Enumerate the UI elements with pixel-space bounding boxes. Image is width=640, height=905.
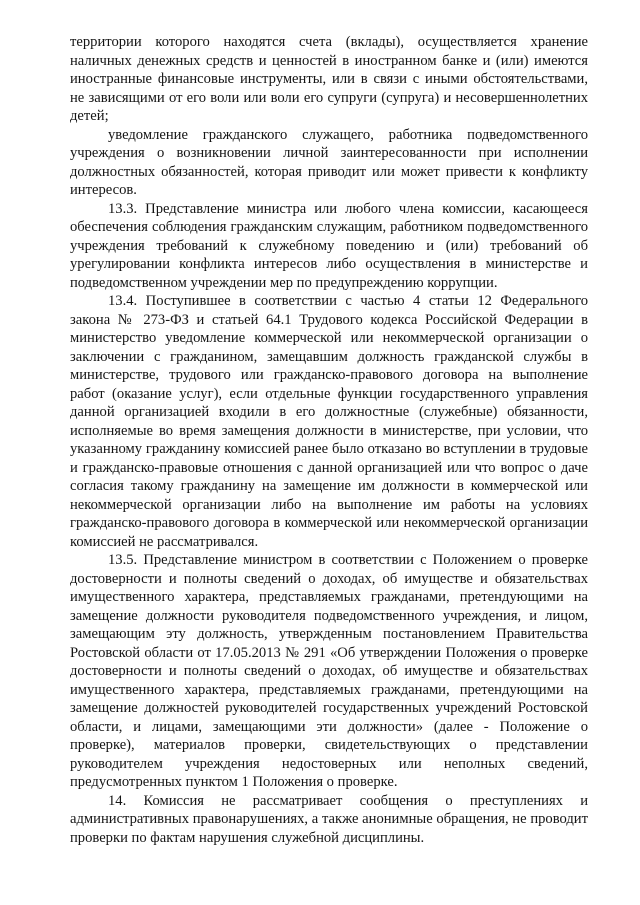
paragraph-13-4: 13.4. Поступившее в соответствии с частью 4 статьи 12 Федерального закона № 273-ФЗ и статьей 64.1 Трудового кодекса Российской Федерации в министерство уведомление коммерческой или некоммерческой организации о заключении с гражданином, замещавшим должность гражданской службы в министерстве, трудового или гражданско-правового договора на выполнение работ (оказание услуг), если отдельные функции государственного управления данной организацией входили в его должностные (служебные) обязанности, исполняемые во время замещения должности в министерстве, при условии, что указанному гражданину комиссией ранее было отказано во вступлении в трудовые и гражданско-правовые отношения с данной организацией или что вопрос о даче согласия такому гражданину на замещение им должности в коммерческой или некоммерческой организации либо на выполнение им работы на условиях гражданско-правового договора в коммерческой или некоммерческой организации комиссией не рассматривался. <box>70 293 588 550</box>
paragraph-13-3: 13.3. Представление министра или любого члена комиссии, касающееся обеспечения соблюдения гражданским служащим, работником подведомственного учреждения требований к служебному поведению и (или) требований об урегулировании конфликта интересов либо осуществления в министерстве и подведомственном учреждении мер по предупреждению коррупции. <box>70 200 588 291</box>
paragraph-conflict-notification: уведомление гражданского служащего, работника подведомственного учреждения о возникновении личной заинтересованности при исполнении должностных обязанностей, которая приводит или может привести к конфликту интересов. <box>70 126 588 198</box>
paragraph-foreign-accounts: территории которого находятся счета (вклады), осуществляется хранение наличных денежных средств и ценностей в иностранном банке и (или) имеются иностранные финансовые инструменты, или в связи с иными обстоятельствами, не зависящими от его воли или воли его супруги (супруга) и несовершеннолетних детей; <box>70 34 588 124</box>
paragraph-13-5: 13.5. Представление министром в соответствии с Положением о проверке достоверности и полноты сведений о доходах, об имуществе и обязательствах имущественного характера, представляемых гражданами, претендующими на замещение должности руководителя подведомственного учреждения, и лицом, замещающим эту должность, утвержденным постановлением Правительства Ростовской области от 17.05.2013 № 291 «Об утверждении Положения о проверке достоверности и полноты сведений о доходах, об имуществе и обязательствах имущественного характера, представляемых гражданами, претендующими на замещение должностей руководителей государственных учреждений Ростовской области, и лицами, замещающими эти должности» (далее - Положение о проверке), материалов проверки, свидетельствующих о представлении руководителем учреждения недостоверных или неполных сведений, предусмотренных пунктом 1 Положения о проверке. <box>70 552 588 790</box>
paragraph-14: 14. Комиссия не рассматривает сообщения о преступлениях и административных правонарушениях, а также анонимные обращения, не проводит проверки по фактам нарушения служебной дисциплины. <box>70 792 588 846</box>
